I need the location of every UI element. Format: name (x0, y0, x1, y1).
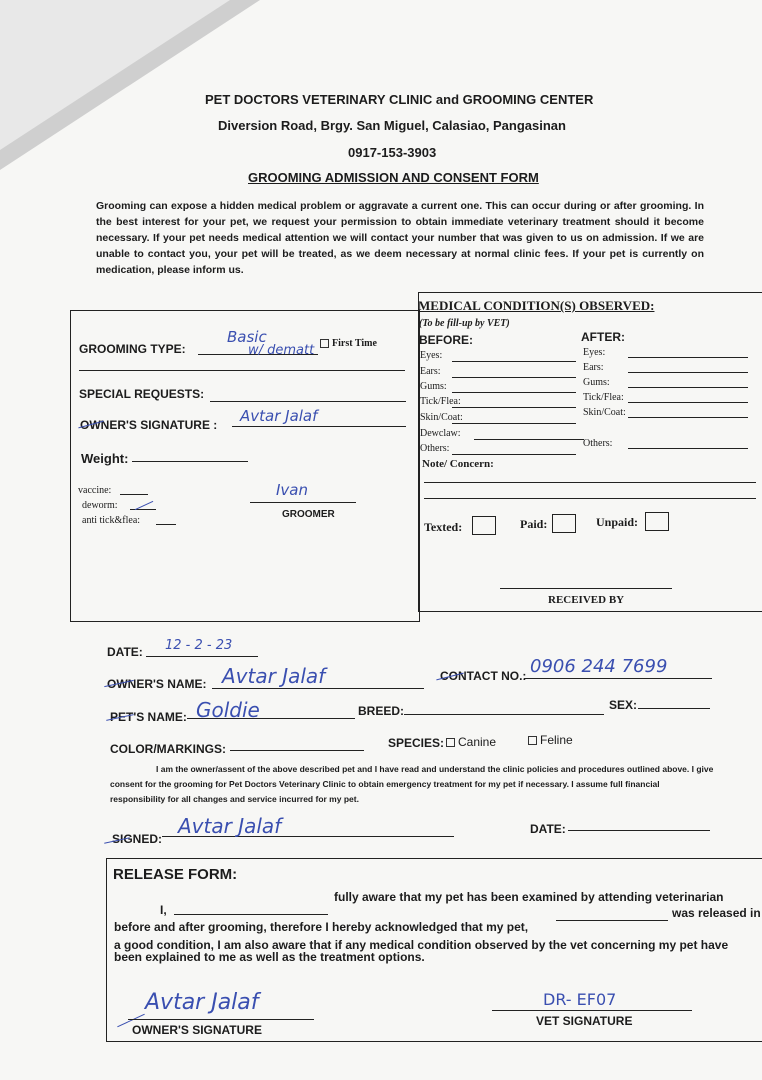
before-label: BEFORE: (419, 333, 473, 347)
release-pet-line[interactable] (556, 920, 668, 921)
after-item-line[interactable] (628, 357, 748, 358)
pet-name-label: PET'S NAME: (110, 710, 187, 724)
release-owner-signature-line[interactable] (128, 1019, 314, 1020)
release-owner-signature-label: OWNER'S SIGNATURE (132, 1023, 262, 1037)
feline-option[interactable] (528, 733, 573, 747)
before-item-label: Dewclaw: (420, 428, 461, 439)
after-item-label: Tick/Flea: (583, 392, 624, 403)
release-owner-signature-value: Avtar Jalaf (145, 990, 259, 1015)
signed-label: SIGNED: (112, 832, 163, 846)
before-item-line[interactable] (452, 454, 576, 455)
after-item-label: Skin/Coat: (583, 407, 626, 418)
consent-date-label: DATE: (530, 822, 566, 836)
before-item-line[interactable] (452, 392, 576, 393)
owner-signature-label: OWNER'S SIGNATURE : (80, 418, 218, 432)
vet-signature-label: VET SIGNATURE (536, 1014, 633, 1028)
owner-signature-line[interactable] (232, 426, 406, 427)
after-item-line[interactable] (628, 402, 748, 403)
special-requests-label: SPECIAL REQUESTS: (79, 387, 205, 401)
clinic-phone: 0917-153-3903 (348, 145, 437, 160)
owner-signature-value: Avtar Jalaf (240, 407, 318, 425)
owner-name-value: Avtar Jalaf (222, 664, 326, 688)
groomer-line[interactable] (250, 502, 356, 503)
special-requests-line[interactable] (210, 401, 406, 402)
release-name-line[interactable] (174, 914, 328, 915)
release-title: RELEASE FORM: (113, 866, 238, 883)
date-label: DATE: (107, 645, 143, 659)
received-by-label: RECEIVED BY (548, 594, 625, 606)
after-item-line[interactable] (628, 372, 748, 373)
feline-checkbox[interactable] (528, 736, 537, 745)
release-line4: been explained to me as well as the treatment options. (114, 950, 425, 964)
received-by-line[interactable] (500, 588, 672, 589)
after-item-line[interactable] (628, 448, 748, 449)
grooming-type-line-2[interactable] (79, 370, 405, 371)
before-item-line[interactable] (452, 361, 576, 362)
antitick-label: anti tick&flea: (82, 515, 141, 526)
first-time-option[interactable] (320, 338, 377, 349)
canine-option[interactable] (446, 735, 496, 749)
before-item-label: Gums: (420, 381, 447, 392)
contact-line[interactable] (524, 678, 712, 679)
release-line2-a: before and after grooming, therefore I hereby acknowledged that my pet, (114, 920, 529, 934)
after-item-label: Ears: (583, 362, 604, 373)
before-item-label: Eyes: (420, 350, 443, 361)
canine-label: Canine (458, 735, 497, 749)
unpaid-label: Unpaid: (596, 515, 639, 529)
intro-paragraph: Grooming can expose a hidden medical problem or aggravate a current one. This can occur during or after grooming. In the best interest for your pet, we request your permission to obtain immediate veterinary treatment should it become necessary. If your pet needs medical attention we will contact your number that was given to us on admission. If we are unable to contact you, your pet will be treated, as we deem necessary at normal clinic fees. If your pet is currently on medication, please inform us. (96, 200, 704, 276)
after-item-line[interactable] (628, 387, 748, 388)
date-value: 12 - 2 - 23 (165, 638, 233, 653)
before-item-line[interactable] (452, 377, 576, 378)
after-label: AFTER: (581, 330, 625, 344)
grooming-type-value-2: w/ dematt (248, 343, 315, 358)
contact-value: 0906 244 7699 (530, 656, 668, 677)
canine-checkbox[interactable] (446, 738, 455, 747)
before-item-label: Others: (420, 443, 450, 454)
date-line[interactable] (146, 656, 258, 657)
consent-text: I am the owner/assent of the above described pet and I have read and understand the clinic policies and procedures outlined above. I give consent for the grooming for Pet Doctors Veterinary Clinic to obtain emergency treatment for my pet if necessary. I assume full financial responsibility for all changes and service incurred for my pet. (110, 764, 714, 804)
form-title: GROOMING ADMISSION AND CONSENT FORM (248, 170, 539, 185)
release-line2-b: was released in (672, 906, 761, 920)
release-line1-b: fully aware that my pet has been examined by attending veterinarian (334, 890, 724, 904)
feline-label: Feline (540, 733, 573, 747)
deworm-label: deworm: (82, 500, 118, 511)
before-item-line[interactable] (452, 407, 576, 408)
grooming-type-value: Basic (227, 328, 267, 346)
after-item-label: Gums: (583, 377, 610, 388)
after-item-label: Eyes: (583, 347, 606, 358)
clinic-address: Diversion Road, Brgy. San Miguel, Calasiao, Pangasinan (218, 118, 566, 133)
vet-signature-line[interactable] (492, 1010, 692, 1011)
signed-value: Avtar Jalaf (178, 814, 282, 838)
vaccine-label: vaccine: (78, 485, 112, 496)
release-line1-a: I, (160, 903, 167, 917)
species-label: SPECIES: (388, 736, 445, 750)
groomer-label: GROOMER (282, 509, 335, 520)
sex-line[interactable] (638, 708, 710, 709)
note-line-1[interactable] (424, 482, 756, 483)
groomer-value: Ivan (276, 481, 308, 499)
color-markings-label: COLOR/MARKINGS: (110, 742, 226, 756)
note-label: Note/ Concern: (422, 458, 494, 470)
texted-checkbox[interactable] (472, 516, 496, 535)
consent-date-line[interactable] (568, 830, 710, 831)
release-line3: a good condition, I am also aware that if any medical condition observed by the vet concerning my pet have (114, 938, 729, 952)
note-line-2[interactable] (424, 498, 756, 499)
breed-line[interactable] (404, 714, 604, 715)
contact-label: CONTACT NO.: (440, 669, 527, 683)
before-item-line[interactable] (474, 439, 584, 440)
paid-label: Paid: (520, 517, 548, 531)
breed-label: BREED: (358, 704, 405, 718)
owner-name-line[interactable] (212, 688, 424, 689)
vet-signature-value: DR- EF07 (543, 990, 617, 1009)
grooming-type-label: GROOMING TYPE: (79, 342, 186, 356)
sex-label: SEX: (609, 698, 638, 712)
after-item-line[interactable] (628, 417, 748, 418)
before-item-label: Skin/Coat: (420, 412, 463, 423)
before-item-line[interactable] (452, 423, 576, 424)
grooming-box (70, 310, 420, 622)
medical-subtitle: (To be fill-up by VET) (419, 318, 510, 329)
weight-line[interactable] (132, 461, 248, 462)
owner-name-label: OWNER'S NAME: (107, 677, 207, 691)
pet-name-value: Goldie (196, 698, 260, 722)
weight-label: Weight: (81, 451, 129, 466)
first-time-checkbox[interactable] (320, 339, 329, 348)
antitick-line[interactable] (156, 524, 176, 525)
texted-label: Texted: (424, 520, 463, 534)
clinic-name: PET DOCTORS VETERINARY CLINIC and GROOMING CENTER (205, 92, 594, 107)
after-item-label: Others: (583, 438, 613, 449)
folded-corner-highlight (0, 0, 230, 150)
before-item-label: Tick/Flea: (420, 396, 461, 407)
unpaid-checkbox[interactable] (645, 512, 669, 531)
color-markings-line[interactable] (230, 750, 364, 751)
paid-checkbox[interactable] (552, 514, 576, 533)
medical-title: MEDICAL CONDITION(S) OBSERVED: (418, 298, 655, 313)
vaccine-line[interactable] (120, 494, 148, 495)
first-time-label: First Time (332, 338, 377, 349)
before-item-label: Ears: (420, 366, 441, 377)
